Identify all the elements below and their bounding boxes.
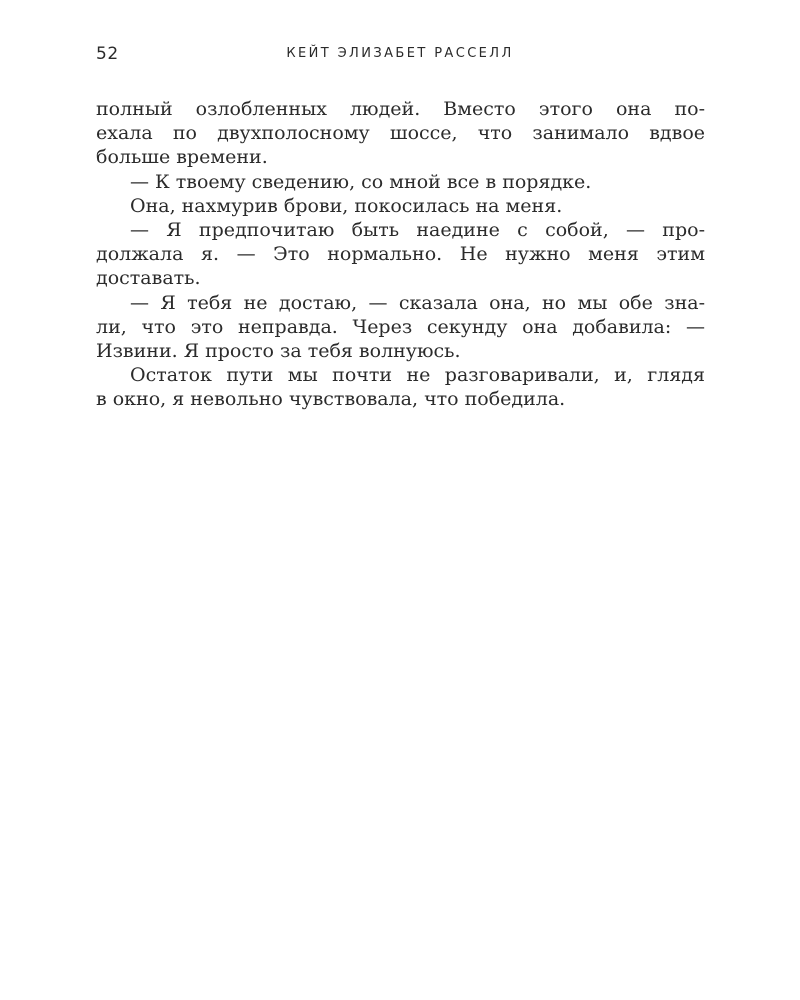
running-header: [96, 44, 704, 68]
page-number: 52: [96, 44, 119, 64]
text-line: ехала по двухполосному шоссе, что занимало вдвое: [96, 122, 705, 145]
text-line: ли, что это неправда. Через секунду она добавила: —: [96, 315, 705, 338]
text-line: Она, нахмурив брови, покосилась на меня.: [130, 194, 563, 217]
text-line: доставать.: [96, 267, 201, 290]
body-text: [96, 97, 705, 411]
text-line: — Я тебя не достаю, — сказала она, но мы обе зна-: [130, 291, 705, 314]
text-line: — Я предпочитаю быть наедине с собой, — про-: [130, 218, 705, 241]
text-line: Остаток пути мы почти не разговаривали, и, глядя: [130, 364, 705, 387]
text-line: Извини. Я просто за тебя волнуюсь.: [96, 339, 461, 362]
text-line: в окно, я невольно чувствовала, что победила.: [96, 388, 566, 411]
text-line: больше времени.: [96, 146, 268, 169]
text-line: — К твоему сведению, со мной все в порядке.: [130, 170, 592, 193]
text-line: должала я. — Это нормально. Не нужно меня этим: [96, 243, 705, 266]
running-head-author: КЕЙТ ЭЛИЗАБЕТ РАССЕЛЛ: [286, 46, 514, 61]
text-line: полный озлобленных людей. Вместо этого она по-: [96, 98, 705, 120]
